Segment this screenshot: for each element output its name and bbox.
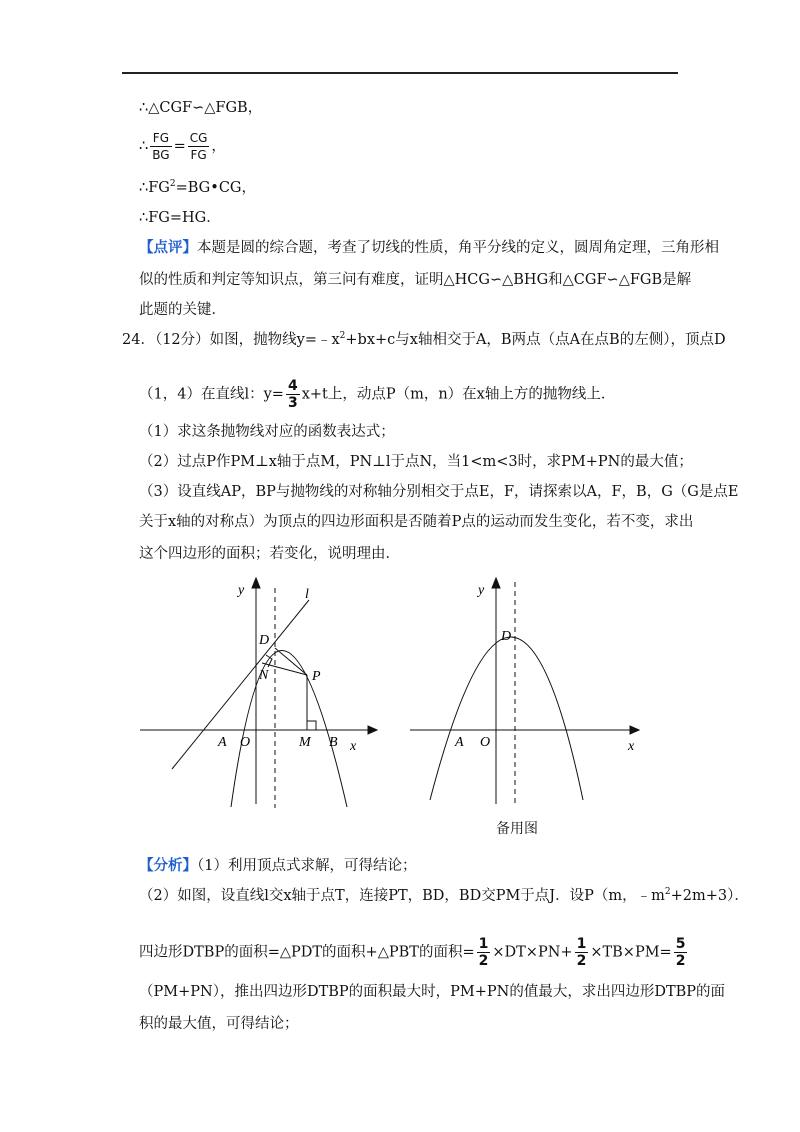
label-a: A	[455, 735, 464, 750]
proof-line-3: $\therefore FG^2=BG•CG$，	[139, 179, 256, 196]
comment-line-2: 似的性质和判定等知识点，第三问有难度，证明△HCG∽△BHG和△CGF∽△FGB是解	[139, 272, 692, 288]
question-1: （1）求这条抛物线对应的函数表达式；	[139, 424, 395, 440]
y-axis-arrow	[492, 578, 500, 588]
label-o: O	[240, 735, 251, 750]
fraction-half-2: $\frac{1}{2}$	[576, 936, 587, 969]
analysis-line-2: （2）如图，设直线l交x轴于点T，连接PT，BD，BD交PM于点J．设P（m，$﹣m^2+2m+3$）．	[139, 887, 749, 904]
question-2: （2）过点P作PM⊥x轴于点M，PN⊥l于点N，当1<m<3时，求PM+PN的最大值；	[139, 454, 693, 470]
fraction-five-halves: $\frac{5}{2}$	[675, 936, 686, 969]
comment-tag: 【点评】	[139, 239, 197, 256]
analysis-line-5: 积的最大值，可得结论；	[139, 1016, 299, 1032]
fraction-cg-fg: $\frac{CG}{FG}$	[189, 131, 208, 162]
label-l: l	[305, 587, 309, 602]
comment-line-3: 此题的关键．	[139, 302, 226, 318]
label-o: O	[480, 735, 491, 750]
y-axis-arrow	[252, 578, 260, 588]
proof-line-2: ∴ $\frac{FG}{BG}$ = $\frac{CG}{FG}$ ，	[139, 131, 226, 162]
header-rule	[122, 72, 678, 74]
label-x: x	[350, 739, 357, 754]
fraction-four-thirds: $\frac{4}{3}$	[287, 378, 298, 411]
label-b: B	[329, 735, 338, 750]
spare-figure-caption: 备用图	[496, 821, 538, 837]
analysis-line-3: 四边形DTBP的面积=△PDT的面积+△PBT的面积= $\frac{1}{2}$ ×DT×PN+ $\frac{1}{2}$ ×TB×PM= $\frac{5}{2}$	[139, 936, 686, 969]
proof-line-1: ∴△CGF∽△FGB，	[139, 100, 263, 116]
question-3-line-2: 关于x轴的对称点）为顶点的四边形面积是否随着P点的运动而发生变化，若不变，求出	[139, 514, 694, 530]
analysis-line-1: 【分析】（1）利用顶点式求解，可得结论；	[139, 857, 417, 874]
label-d: D	[259, 633, 270, 648]
label-a: A	[218, 735, 227, 750]
label-y: y	[238, 583, 245, 598]
proof-line-4: ∴FG=HG．	[139, 210, 221, 226]
label-d: D	[501, 629, 512, 644]
comment-line-1: 【点评】本题是圆的综合题，考查了切线的性质，角平分线的定义，圆周角定理，三角形相	[139, 239, 719, 256]
label-p: P	[312, 669, 321, 684]
figure-spare-graph	[405, 572, 650, 812]
label-n: N	[259, 668, 269, 683]
parabola	[430, 637, 583, 800]
analysis-tag: 【分析】	[139, 857, 197, 874]
question-3-line-1: （3）设直线AP，BP与抛物线的对称轴分别相交于点E，F，请探索以A，F，B，G（G是点E	[139, 484, 739, 500]
fraction-fg-bg: $\frac{FG}{BG}$	[152, 131, 170, 162]
analysis-line-4: （PM+PN），推出四边形DTBP的面积最大时，PM+PN的值最大，求出四边形DTBP的面	[139, 984, 726, 1000]
problem-line-2: （1，4）在直线l：y= $\frac{4}{3}$ x+t上，动点P（m，n）在x轴上方的抛物线上．	[139, 378, 616, 411]
problem-line-1: 24．（12分）如图，抛物线$y=﹣x^2+bx+c$与x轴相交于A，B两点（点A在点B的左侧），顶点D	[122, 331, 726, 348]
x-axis-arrow	[368, 726, 377, 734]
x-axis-arrow	[630, 726, 639, 734]
figure-main-graph	[135, 572, 385, 812]
label-x: x	[628, 739, 635, 754]
label-y: y	[478, 583, 485, 598]
right-angle-m	[307, 721, 316, 730]
fraction-half-1: $\frac{1}{2}$	[478, 936, 489, 969]
label-m: M	[299, 735, 311, 750]
question-3-line-3: 这个四边形的面积；若变化，说明理由．	[139, 546, 400, 562]
